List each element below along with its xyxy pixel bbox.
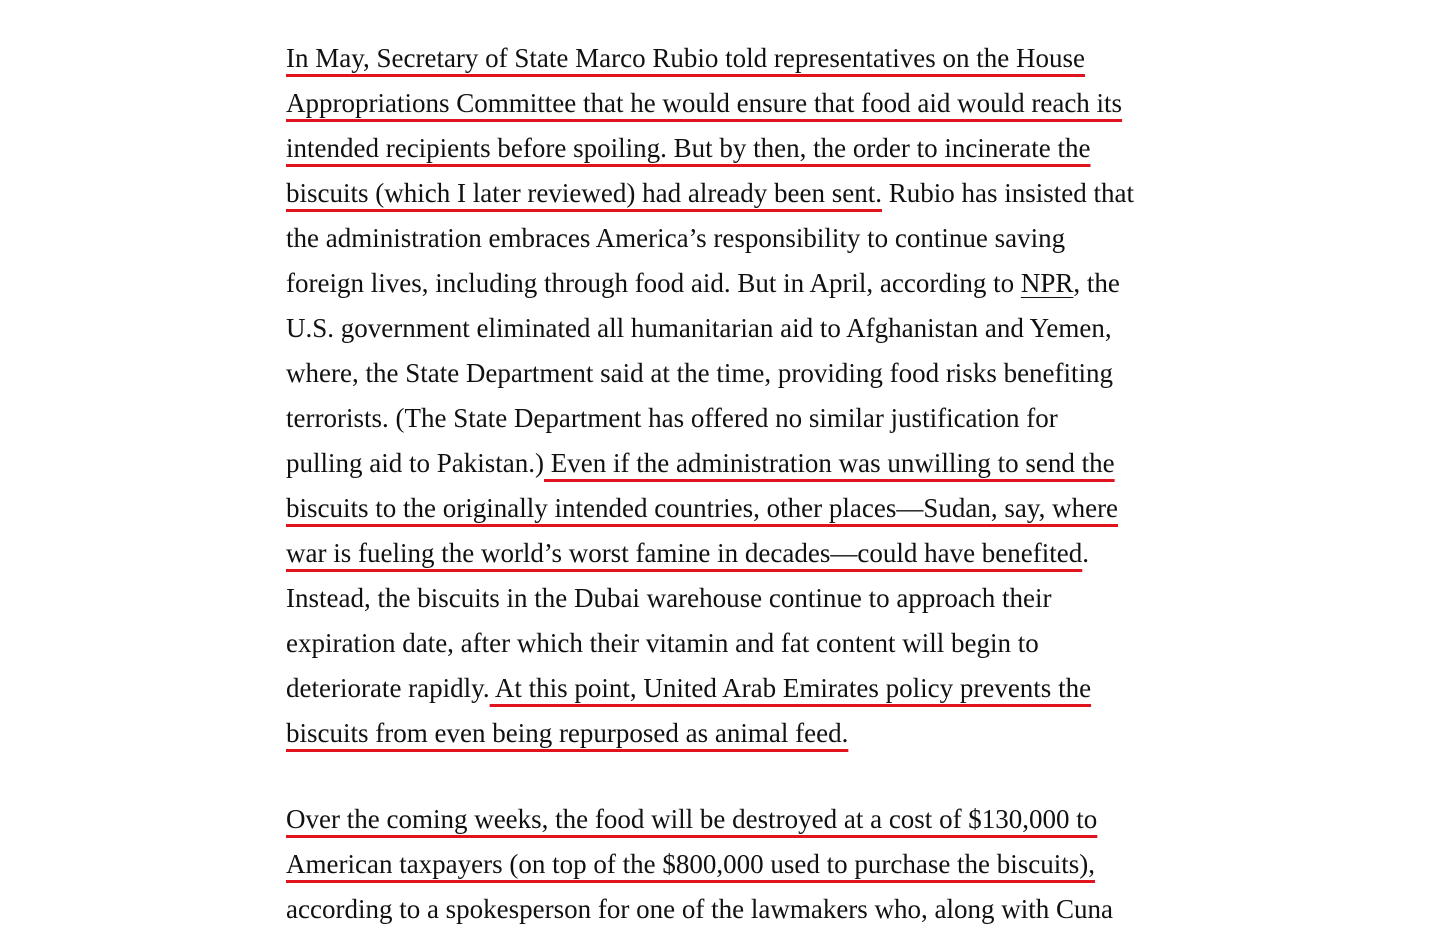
text-line <box>286 666 1206 711</box>
highlighted-text: biscuits (which I later reviewed) had already been sent. <box>286 178 883 208</box>
text-line <box>286 36 1206 81</box>
text-line <box>286 396 1206 441</box>
highlighted-text: Even if the administration was unwilling to send the <box>543 448 1115 478</box>
text-line <box>286 711 1206 756</box>
body-text: the administration embraces America’s responsibility to continue saving <box>286 223 1066 253</box>
highlighted-text: war is fueling the world’s worst famine in decades—could have benefited <box>286 538 1083 568</box>
text-line <box>286 797 1206 842</box>
text-line <box>286 126 1206 171</box>
text-line <box>286 216 1206 261</box>
highlighted-text: In May, Secretary of State Marco Rubio told representatives on the House <box>286 43 1086 73</box>
text-line <box>286 171 1206 216</box>
text-line <box>286 576 1206 621</box>
text-line <box>286 81 1206 126</box>
body-text: . <box>1082 538 1089 568</box>
body-text: expiration date, after which their vitamin and fat content will begin to <box>286 628 1039 658</box>
article-body <box>286 36 1206 948</box>
npr-link[interactable]: NPR <box>1020 268 1074 298</box>
text-line <box>286 887 1206 924</box>
text-line <box>286 351 1206 396</box>
text-line <box>286 441 1206 486</box>
text-line <box>286 531 1206 576</box>
text-line <box>286 842 1206 887</box>
highlighted-text: At this point, United Arab Emirates policy prevents the <box>489 673 1092 703</box>
highlighted-text: Over the coming weeks, the food will be destroyed at a cost of $130,000 to <box>286 804 1098 834</box>
text-line <box>286 261 1206 306</box>
body-text: Instead, the biscuits in the Dubai warehouse continue to approach their <box>286 583 1052 613</box>
article-paragraph <box>286 797 1206 924</box>
body-text: deteriorate rapidly. <box>286 673 490 703</box>
body-text: pulling aid to Pakistan.) <box>286 448 544 478</box>
highlighted-text: biscuits from even being repurposed as animal feed. <box>286 718 849 748</box>
article-paragraph <box>286 36 1206 756</box>
body-text: foreign lives, including through food aid. But in April, according to <box>286 268 1021 298</box>
text-line <box>286 621 1206 666</box>
text-line <box>286 486 1206 531</box>
body-text: where, the State Department said at the time, providing food risks benefiting <box>286 358 1114 388</box>
body-text: terrorists. (The State Department has offered no similar justification for <box>286 403 1058 433</box>
body-text: Rubio has insisted that <box>882 178 1135 208</box>
body-text: , the <box>1073 268 1120 298</box>
body-text: U.S. government eliminated all humanitarian aid to Afghanistan and Yemen, <box>286 313 1112 343</box>
highlighted-text: Appropriations Committee that he would ensure that food aid would reach its <box>286 88 1123 118</box>
highlighted-text: intended recipients before spoiling. But by then, the order to incinerate the <box>286 133 1091 163</box>
text-line <box>286 306 1206 351</box>
highlighted-text: American taxpayers (on top of the $800,000 used to purchase the biscuits), <box>286 849 1096 879</box>
body-text: according to a spokesperson for one of the lawmakers who, along with Cuna <box>286 894 1114 924</box>
highlighted-text: biscuits to the originally intended countries, other places—Sudan, say, where <box>286 493 1119 523</box>
